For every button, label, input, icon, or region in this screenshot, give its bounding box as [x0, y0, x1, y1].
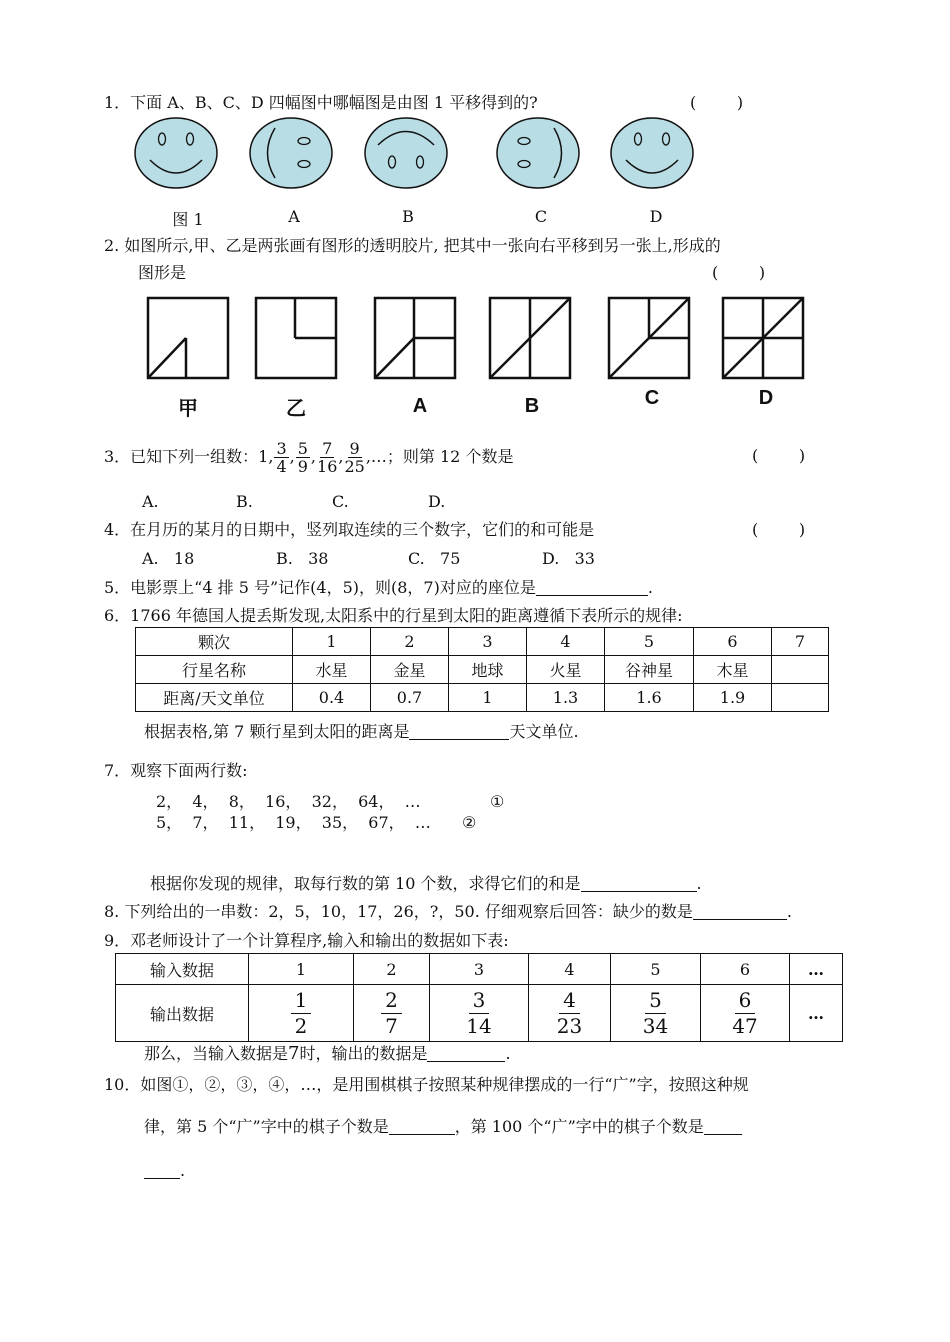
square-a — [375, 298, 455, 378]
q5-answer-blank[interactable] — [536, 579, 648, 596]
square-label-a: A — [412, 395, 428, 417]
square-c — [609, 298, 689, 378]
table-row: 输出数据 $\frac{1}{2}$ $\frac{2}{7}$ $\frac{3}{14}$ $\frac{4}{23}$ $\frac{5}{34}$ $\frac{6}{47}$ … — [116, 985, 843, 1042]
q3-option-d[interactable]: D. — [428, 492, 446, 511]
square-label-yi: 乙 — [286, 398, 306, 420]
q3-answer-paren[interactable]: ( ) — [752, 446, 806, 465]
face-b — [365, 118, 447, 188]
q1-text: 1．下面 A、B、C、D 四幅图中哪幅图是由图 1 平移得到的? — [104, 93, 538, 112]
q2-answer-paren[interactable]: ( ) — [712, 263, 766, 282]
q4-option-b[interactable]: B. 38 — [276, 549, 329, 568]
table-row: 距离/天文单位 0.4 0.7 1 1.3 1.6 1.9 — [136, 684, 829, 712]
output-fraction: $\frac{5}{34}$ — [642, 987, 669, 1038]
fraction-3-4: $\frac{3}{4}$ — [276, 439, 287, 476]
q10-line1: 10．如图①，②，③，④，…，是用围棋棋子按照某种规律摆成的一行“广”字，按照这种规 — [104, 1075, 749, 1094]
face-label-b: B — [402, 207, 414, 226]
table-row: 输入数据 1 2 3 4 5 6 … — [116, 954, 843, 985]
q10-answer-blank-100-cont[interactable] — [144, 1162, 180, 1179]
square-yi — [256, 298, 336, 378]
program-table — [115, 953, 843, 1042]
q1-faces — [0, 0, 950, 200]
output-fraction: $\frac{4}{23}$ — [556, 987, 583, 1038]
q7-follow: 根据你发现的规律，取每行数的第 10 个数，求得它们的和是 . — [150, 874, 702, 893]
output-fraction: $\frac{3}{14}$ — [466, 987, 492, 1038]
q10-line3: . — [144, 1161, 185, 1181]
q9-text: 9．邓老师设计了一个计算程序,输入和输出的数据如下表: — [104, 931, 509, 950]
q7-answer-blank[interactable] — [581, 875, 697, 892]
square-jia — [148, 298, 228, 378]
face-label-original: 图 1 — [172, 210, 204, 229]
q4-option-c[interactable]: C. 75 — [408, 549, 461, 568]
q10-answer-blank-5[interactable] — [389, 1118, 455, 1135]
fraction-5-9: $\frac{5}{9}$ — [297, 439, 308, 476]
q6-text: 6．1766 年德国人提丢斯发现,太阳系中的行星到太阳的距离遵循下表所示的规律: — [104, 606, 683, 625]
q4-text: 4．在月历的某月的日期中，竖列取连续的三个数字，它们的和可能是 — [104, 520, 595, 539]
q3-suffix: ,…；则第 12 个数是 — [365, 447, 514, 466]
face-d — [611, 118, 693, 188]
planet-table — [135, 627, 829, 712]
square-b — [490, 298, 570, 378]
q7-text: 7．观察下面两行数: — [104, 761, 248, 780]
q4-option-d[interactable]: D. 33 — [542, 549, 595, 568]
square-label-b: B — [524, 395, 540, 417]
face-original — [135, 118, 217, 188]
square-label-c: C — [644, 387, 660, 409]
q5-text: 5．电影票上“4 排 5 号”记作(4，5)，则(8，7)对应的座位是 — [104, 578, 536, 597]
q8-answer-blank[interactable] — [693, 903, 787, 920]
output-fraction: $\frac{2}{7}$ — [381, 988, 402, 1039]
q3-option-a[interactable]: A. — [142, 492, 159, 511]
q3-option-b[interactable]: B. — [236, 492, 253, 511]
q9-follow: 那么，当输入数据是7时，输出的数据是 . — [144, 1043, 511, 1064]
q9-answer-blank[interactable] — [427, 1045, 505, 1062]
q7-row1: 2， 4， 8， 16， 32， 64， … — [156, 792, 421, 811]
q6-follow: 根据表格,第 7 颗行星到太阳的距离是 天文单位. — [144, 722, 579, 741]
output-fraction: $\frac{6}{47}$ — [732, 987, 758, 1038]
q6-answer-blank[interactable] — [409, 723, 509, 740]
fraction-9-25: $\frac{9}{25}$ — [344, 439, 365, 476]
q10-line2: 律，第 5 个“广”字中的棋子个数是 ，第 100 个“广”字中的棋子个数是 — [144, 1117, 742, 1137]
table-row: 行星名称 水星 金星 地球 火星 谷神星 木星 — [136, 656, 829, 684]
output-fraction: $\frac{1}{2}$ — [291, 988, 312, 1039]
square-label-jia: 甲 — [178, 398, 198, 420]
q7-row1-mark: ① — [490, 792, 505, 811]
q3-option-c[interactable]: C. — [332, 492, 349, 511]
face-label-d: D — [649, 207, 663, 226]
q10-answer-blank-100[interactable] — [704, 1118, 742, 1135]
answer-cell[interactable] — [772, 684, 829, 712]
square-d — [723, 298, 803, 378]
table-row: 颗次 1 2 3 4 5 6 7 — [136, 628, 829, 656]
face-label-a: A — [288, 207, 300, 226]
q4-answer-paren[interactable]: ( ) — [752, 520, 806, 539]
q1-answer-paren[interactable]: ( ) — [690, 93, 744, 112]
q5-line: 5．电影票上“4 排 5 号”记作(4，5)，则(8，7)对应的座位是 . — [104, 578, 653, 597]
face-label-c: C — [534, 207, 548, 226]
face-a — [250, 118, 332, 188]
square-label-d: D — [758, 387, 774, 409]
q4-option-a[interactable]: A. 18 — [142, 549, 195, 568]
q2-text-line2: 图形是 — [138, 263, 187, 282]
q3-prefix: 3．已知下列一组数：1, — [104, 447, 274, 466]
answer-cell[interactable] — [772, 656, 829, 684]
fraction-7-16: $\frac{7}{16}$ — [317, 439, 338, 476]
q2-text-line1: 2. 如图所示,甲、乙是两张画有图形的透明胶片, 把其中一张向右平移到另一张上,形成的 — [104, 236, 721, 255]
q7-row2-mark: ② — [462, 813, 477, 832]
q7-row2: 5， 7， 11， 19， 35， 67， … — [156, 813, 431, 832]
q2-squares — [0, 290, 950, 390]
q3-sequence: 3．已知下列一组数：1, $\frac{3}{4}$ , $\frac{5}{9}$ , $\frac{7}{16}$ , $\frac{9}{25}$ ,…；则第 12 个数是 — [104, 439, 514, 476]
q8-line: 8. 下列给出的一串数：2，5，10，17，26，?，50. 仔细观察后回答：缺少的数是 . — [104, 902, 792, 921]
face-c — [497, 118, 579, 188]
